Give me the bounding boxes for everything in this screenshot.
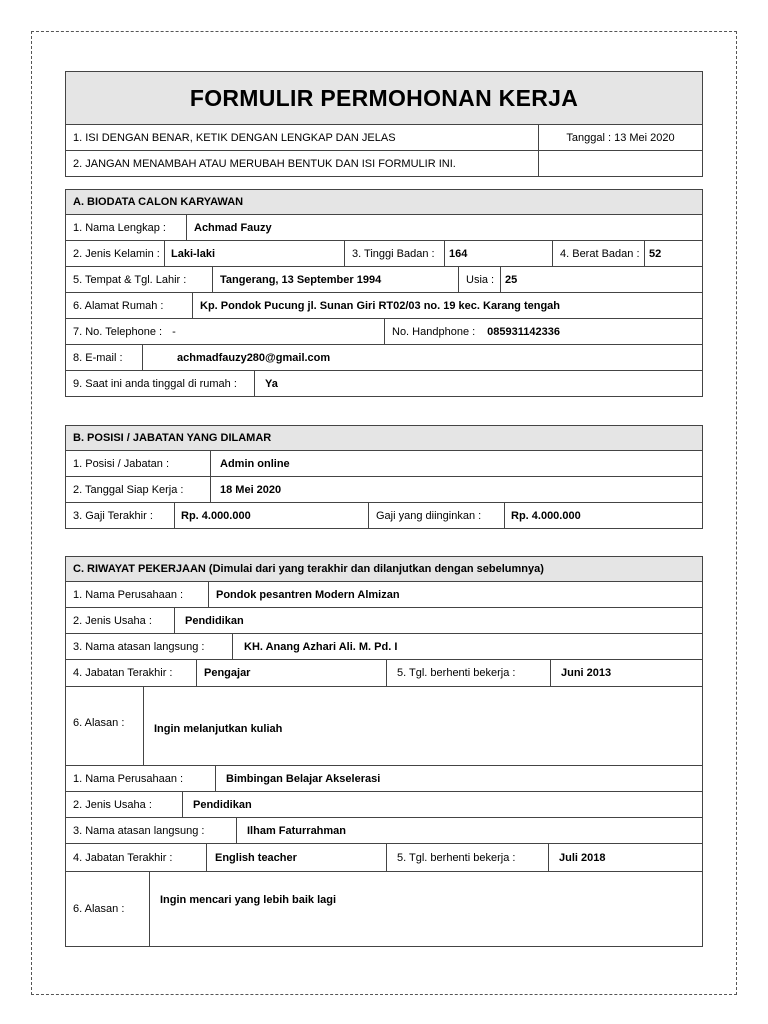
alamat-label: 6. Alamat Rumah : — [73, 299, 164, 312]
jabatan-field[interactable]: English teacher — [206, 844, 386, 871]
jabatan-label: 4. Jabatan Terakhir : — [73, 851, 173, 864]
instruction-1: 1. ISI DENGAN BENAR, KETIK DENGAN LENGKAP DAN JELAS — [73, 131, 396, 144]
ttl-field[interactable]: Tangerang, 13 September 1994 — [212, 267, 458, 292]
jabatan-label: 4. Jabatan Terakhir : — [73, 667, 173, 679]
jenis-usaha-field[interactable]: Pendidikan — [182, 792, 702, 817]
posisi-label: 1. Posisi / Jabatan : — [73, 457, 169, 470]
posisi-field[interactable]: Admin online — [210, 451, 702, 476]
ttl-label: 5. Tempat & Tgl. Lahir : — [73, 273, 187, 286]
form-header — [65, 71, 703, 177]
tinggal-label: 9. Saat ini anda tinggal di rumah : — [73, 377, 237, 390]
empty-cell — [538, 151, 702, 176]
handphone-cell — [384, 319, 702, 344]
section-a-heading: A. BIODATA CALON KARYAWAN — [66, 190, 702, 214]
jenis-usaha-field[interactable]: Pendidikan — [174, 608, 702, 633]
alasan-field[interactable]: Ingin melanjutkan kuliah — [143, 687, 702, 765]
usia-field[interactable]: 25 — [500, 267, 702, 292]
section-riwayat — [65, 556, 703, 947]
berat-field[interactable]: 52 — [644, 241, 702, 266]
section-c-heading: C. RIWAYAT PEKERJAAN (Dimulai dari yang terakhir dan dilanjutkan dengan sebelumnya) — [66, 557, 702, 581]
perusahaan-label: 1. Nama Perusahaan : — [73, 772, 184, 785]
gaji-diinginkan-field[interactable]: Rp. 4.000.000 — [504, 503, 702, 528]
perusahaan-label: 1. Nama Perusahaan : — [73, 588, 184, 601]
jenis-kelamin-label: 2. Jenis Kelamin : — [73, 247, 160, 260]
alasan-field[interactable]: Ingin mencari yang lebih baik lagi — [149, 872, 702, 946]
jabatan-field[interactable]: Pengajar — [196, 660, 386, 686]
jenis-usaha-label: 2. Jenis Usaha : — [73, 614, 152, 627]
section-biodata — [65, 189, 703, 397]
atasan-label: 3. Nama atasan langsung : — [73, 640, 205, 653]
berat-label: 4. Berat Badan : — [552, 241, 644, 266]
section-b-heading: B. POSISI / JABATAN YANG DILAMAR — [66, 426, 702, 450]
gaji-terakhir-label: 3. Gaji Terakhir : — [73, 509, 153, 522]
telephone-label — [66, 319, 384, 344]
tinggal-field[interactable]: Ya — [254, 371, 702, 396]
tinggi-label: 3. Tinggi Badan : — [344, 241, 444, 266]
perusahaan-field[interactable]: Pondok pesantren Modern Almizan — [208, 582, 702, 607]
gaji-terakhir-field[interactable]: Rp. 4.000.000 — [174, 503, 368, 528]
nama-field[interactable]: Achmad Fauzy — [186, 215, 702, 240]
berhenti-field[interactable]: Juli 2018 — [548, 844, 702, 871]
form-date: Tanggal : 13 Mei 2020 — [538, 125, 702, 150]
jenis-kelamin-field[interactable]: Laki-laki — [164, 241, 344, 266]
atasan-field[interactable]: Ilham Faturrahman — [236, 818, 702, 843]
gaji-diinginkan-label: Gaji yang diinginkan : — [368, 503, 504, 528]
email-label: 8. E-mail : — [73, 351, 123, 364]
instruction-2: 2. JANGAN MENAMBAH ATAU MERUBAH BENTUK DAN ISI FORMULIR INI. — [73, 157, 456, 170]
email-field[interactable]: achmadfauzy280@gmail.com — [142, 345, 702, 370]
perusahaan-field[interactable]: Bimbingan Belajar Akselerasi — [215, 766, 702, 791]
siap-kerja-label: 2. Tanggal Siap Kerja : — [73, 483, 184, 496]
atasan-field[interactable]: KH. Anang Azhari Ali. M. Pd. I — [232, 634, 702, 659]
telephone-field[interactable]: - — [172, 325, 176, 338]
jenis-usaha-label: 2. Jenis Usaha : — [73, 798, 152, 811]
telephone-label-text: 7. No. Telephone : — [73, 325, 163, 338]
usia-label: Usia : — [458, 267, 500, 292]
alasan-label: 6. Alasan : — [73, 903, 125, 915]
siap-kerja-field[interactable]: 18 Mei 2020 — [210, 477, 702, 502]
page-title: FORMULIR PERMOHONAN KERJA — [66, 72, 702, 124]
nama-label: 1. Nama Lengkap : — [73, 221, 166, 234]
berhenti-label: 5. Tgl. berhenti bekerja : — [386, 660, 550, 686]
berhenti-field[interactable]: Juni 2013 — [550, 660, 702, 686]
handphone-field[interactable]: 085931142336 — [487, 325, 560, 338]
section-posisi — [65, 425, 703, 529]
atasan-label: 3. Nama atasan langsung : — [73, 824, 205, 837]
handphone-label: No. Handphone : — [392, 325, 476, 338]
alasan-label: 6. Alasan : — [73, 717, 125, 729]
alamat-field[interactable]: Kp. Pondok Pucung jl. Sunan Giri RT02/03 no. 19 kec. Karang tengah — [192, 293, 702, 318]
tinggi-field[interactable]: 164 — [444, 241, 552, 266]
berhenti-label: 5. Tgl. berhenti bekerja : — [386, 844, 548, 871]
